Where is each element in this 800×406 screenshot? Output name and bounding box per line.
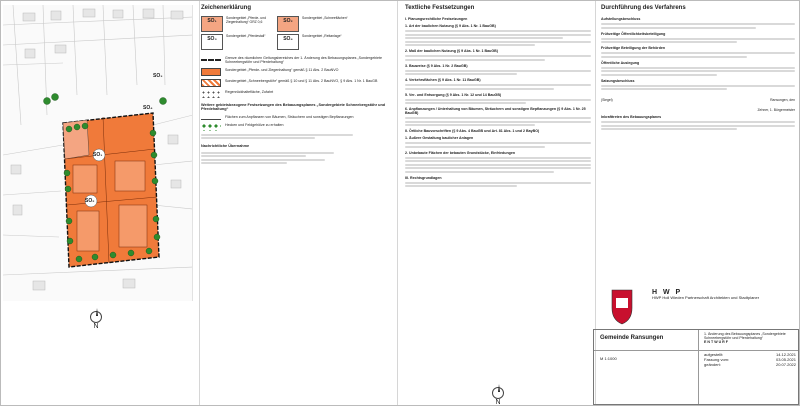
- procedure-section: Frühzeitige Öffentlichkeitsbeteiligung: [601, 31, 666, 36]
- signer-label: Zehner, 1. Bürgermeister: [757, 108, 795, 112]
- zone-symbol: SO₄: [277, 34, 299, 50]
- date-row: Fassung vom: 03.05.2021: [704, 357, 796, 362]
- line-swatch-icon: [201, 115, 221, 120]
- zone-symbol: SO₁: [201, 16, 223, 32]
- legend-item: Hecken und Feldgehölze zu erhalten: [201, 123, 391, 131]
- map-label-so3: SO₃: [153, 73, 163, 79]
- tree-symbol-icon: [201, 123, 221, 131]
- procedure-section: Aufstellungsbeschluss: [601, 17, 641, 21]
- section-heading: 3. Bauweise (§ 9 Abs. 1 Nr. 2 BauGB): [405, 63, 468, 68]
- site-plan-map: [3, 5, 193, 301]
- scale-label: M 1:1000: [600, 356, 617, 361]
- place-date-label: Ransungen, den: [770, 98, 795, 102]
- firm-name: HWP Holl Wieden Partnerschaft Architekten und Stadtplaner: [652, 295, 760, 300]
- firm-logo-text: H W P: [652, 289, 683, 296]
- text-regulations-title: Textliche Festsetzungen: [405, 5, 475, 11]
- section-heading: 1. Art der baulichen Nutzung (§ 9 Abs. 1 Nr. 1 BauGB): [405, 24, 496, 28]
- orange-swatch-icon: [201, 68, 221, 76]
- boundary-line-icon: [201, 59, 221, 63]
- zone-symbol-text: Sondergebiet „Schneeflächen“: [302, 16, 348, 20]
- section-heading: I. Planungsrechtliche Festsetzungen: [405, 17, 468, 21]
- stage-label: ENTWURF: [704, 340, 729, 345]
- legend-item: Flächen zum Anpflanzen von Bäumen, Sträuchern und sonstigen Bepflanzungen: [201, 115, 391, 120]
- notes-heading: Nachrichtliche Übernahme: [201, 144, 250, 149]
- zone-symbol-grid: [201, 16, 391, 50]
- zone-symbol: SO₂: [277, 16, 299, 32]
- zone-symbol: SO₃: [201, 34, 223, 50]
- section-heading: II. Örtliche Bauvorschriften (§ 9 Abs. 4 BauGB und Art. 81 Abs. 1 und 2 BayBO): [405, 129, 540, 133]
- procedure-section: Öffentliche Auslegung: [601, 60, 640, 65]
- section-heading: 2. Maß der baulichen Nutzung (§ 9 Abs. 1 Nr. 1 BauGB): [405, 49, 498, 53]
- section-heading: 2. Unbebaute Flächen der bebauten Grundstücke, Einfriedungen: [405, 150, 516, 155]
- hatched-swatch-icon: [201, 79, 221, 87]
- legend-item: Sondergebiet „Schneebergstöhr“ gemäß § 10 und § 11 Abs. 2 BauNVO, § 9 Abs. 1 Nr. 1 BauGB: [201, 79, 391, 87]
- seal-label: (Siegel): [601, 98, 613, 102]
- zone-symbol-text: Sondergebiet „Pferde- und Ziegenhaltung“ GRZ 0,6: [226, 16, 266, 24]
- legend-column: [201, 5, 391, 403]
- fold-line: [397, 1, 398, 405]
- procedure-column: [601, 5, 795, 275]
- map-label-so2: SO₂: [85, 198, 95, 204]
- legend-title: Zeichenerklärung: [201, 5, 252, 11]
- date-list: [704, 352, 796, 367]
- procedure-title: Durchführung des Verfahrens: [601, 5, 686, 11]
- project-title: 1. Änderung des Bebauungsplanes „Sondergebiete Schneebergstöhr und Pferdehaltung“ ENTWURF: [704, 332, 796, 345]
- legend-item: Sondergebiet „Pferde- und Ziegenhaltung“ gemäß § 11 Abs. 2 BauNVO: [201, 68, 391, 76]
- date-row: aufgestellt: 14.12.2021: [704, 352, 796, 357]
- section-heading: 5. Ver- und Entsorgung (§ 9 Abs. 1 Nr. 12 und 14 BauGB): [405, 92, 502, 97]
- procedure-section: Satzungsbeschluss: [601, 78, 635, 83]
- zone-symbol-text: Sondergebiet „Pferdestall“: [226, 34, 266, 38]
- procedure-section: Inkrafttreten des Bebauungsplanes: [601, 115, 662, 119]
- zone-symbol-text: Sondergebiet „Reitanlage“: [302, 34, 342, 38]
- dotted-swatch-icon: [201, 90, 221, 98]
- procedure-section: Frühzeitige Beteiligung der Behörden: [601, 46, 666, 50]
- north-arrow-icon: N: [89, 311, 103, 330]
- text-regulations-column: [405, 5, 591, 403]
- map-label-so4: SO₄: [143, 105, 153, 111]
- fold-line: [199, 1, 200, 405]
- municipal-coat-of-arms-icon: [598, 288, 646, 326]
- section-heading: 4. Verkehrsflächen (§ 9 Abs. 1 Nr. 11 BauGB): [405, 78, 481, 82]
- section-heading: 1. Äußere Gestaltung baulicher Anlagen: [405, 136, 474, 140]
- legend-item: Regenrückhaltefläche, Zufahrt: [201, 90, 391, 98]
- north-arrow-icon: N: [491, 387, 505, 406]
- legend-item: Grenze des räumlichen Geltungsbereiches der 1. Änderung des Bebauungsplanes „Sondergebiete Schneebergstöhr und Pferdehaltung“: [201, 56, 391, 65]
- date-row: geändert: 20.07.2022: [704, 362, 796, 367]
- title-block: [593, 289, 799, 405]
- legend-subheading: Weitere gebietsbezogene Festsetzungen des Bebauungsplanes „Sondergebiete Schneebergstöhr und Pferdehaltung“: [201, 102, 386, 112]
- section-heading: 6. Anpflanzungen / Unterhaltung von Bäumen, Sträuchern und sonstigen Bepflanzungen (§ 9 Abs. 1 Nr. 25 BauGB): [405, 107, 586, 115]
- planner-firm: [652, 290, 792, 300]
- map-label-so1: SO₁: [93, 152, 103, 158]
- section-heading: III. Rechtsgrundlagen: [405, 175, 442, 180]
- municipality-name: Gemeinde Ransungen: [600, 335, 664, 341]
